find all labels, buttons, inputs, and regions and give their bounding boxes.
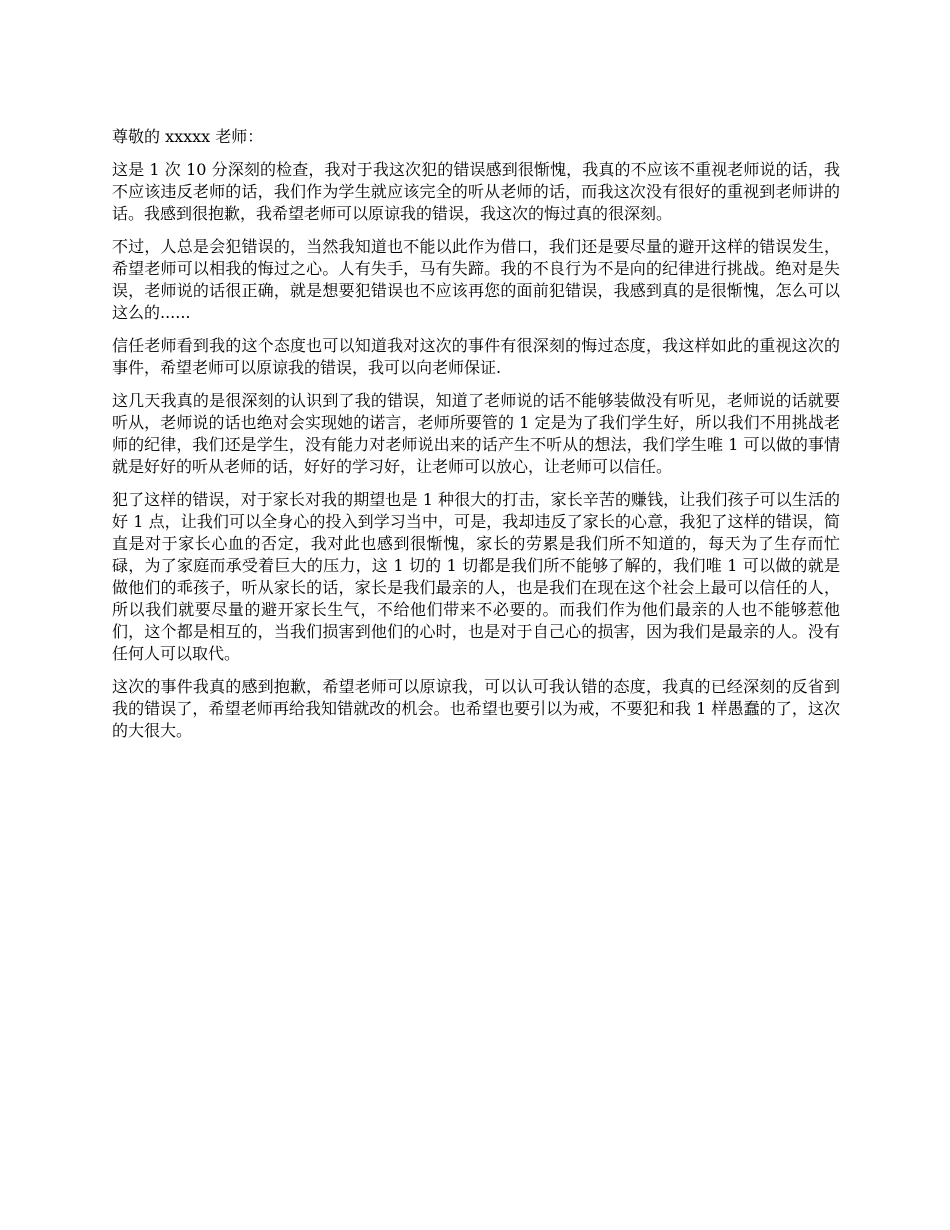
paragraph-3: 信任老师看到我的这个态度也可以知道我对这次的事件有很深刻的悔过态度，我这样如此的重视这次的事件，希望老师可以原谅我的错误，我可以向老师保证. <box>112 336 840 377</box>
paragraph-6: 这次的事件我真的感到抱歉，希望老师可以原谅我，可以认可我认错的态度，我真的已经深刻的反省到我的错误了，希望老师再给我知错就改的机会。也希望也要引以为戒，不要犯和我 1 样愚蠢的了，这次的大很大。 <box>112 677 840 740</box>
paragraph-4: 这几天我真的是很深刻的认识到了我的错误，知道了老师说的话不能够装做没有听见，老师说的话就要听从，老师说的话也绝对会实现她的诺言，老师所要管的 1 定是为了我们学生好，所以我们不用挑战老师的纪律，我们还是学生，没有能力对老师说出来的话产生不听从的想法，我们学生唯 1 可以做的事情就是好好的听从老师的话，好好的学习好，让老师可以放心，让老师可以信任。 <box>112 391 840 476</box>
paragraph-1: 这是 1 次 10 分深刻的检查，我对于我这次犯的错误感到很惭愧，我真的不应该不重视老师说的话，我不应该违反老师的话，我们作为学生就应该完全的听从老师的话，而我这次没有很好的重视到老师讲的话。我感到很抱歉，我希望老师可以原谅我的错误，我这次的悔过真的很深刻。 <box>112 160 840 223</box>
paragraph-2: 不过，人总是会犯错误的，当然我知道也不能以此作为借口，我们还是要尽量的避开这样的错误发生，希望老师可以相我的悔过之心。人有失手，马有失蹄。我的不良行为不是向的纪律进行挑战。绝对是失误，老师说的话很正确，就是想要犯错误也不应该再您的面前犯错误，我感到真的是很惭愧，怎么可以这么的...... <box>112 237 840 322</box>
document-body <box>112 126 840 753</box>
salutation: 尊敬的 xxxxx 老师： <box>112 127 264 146</box>
paragraph-5: 犯了这样的错误，对于家长对我的期望也是 1 种很大的打击，家长辛苦的赚钱，让我们孩子可以生活的好 1 点，让我们可以全身心的投入到学习当中，可是，我却违反了家长的心意，我犯了这样的错误，简直是对于家长心血的否定，我对此也感到很惭愧，家长的劳累是我们所不知道的，每天为了生存而忙碌，为了家庭而承受着巨大的压力，这 1 切的 1 切都是我们所不能够了解的，我们唯 1 可以做的就是做他们的乖孩子，听从家长的话，家长是我们最亲的人，也是我们在现在这个社会上最可以信任的人，所以我们就要尽量的避开家长生气，不给他们带来不必要的。而我们作为他们最亲的人也不能够惹他们，这个都是相互的，当我们损害到他们的心时，也是对于自己心的损害，因为我们是最亲的人。没有任何人可以取代。 <box>112 490 840 663</box>
